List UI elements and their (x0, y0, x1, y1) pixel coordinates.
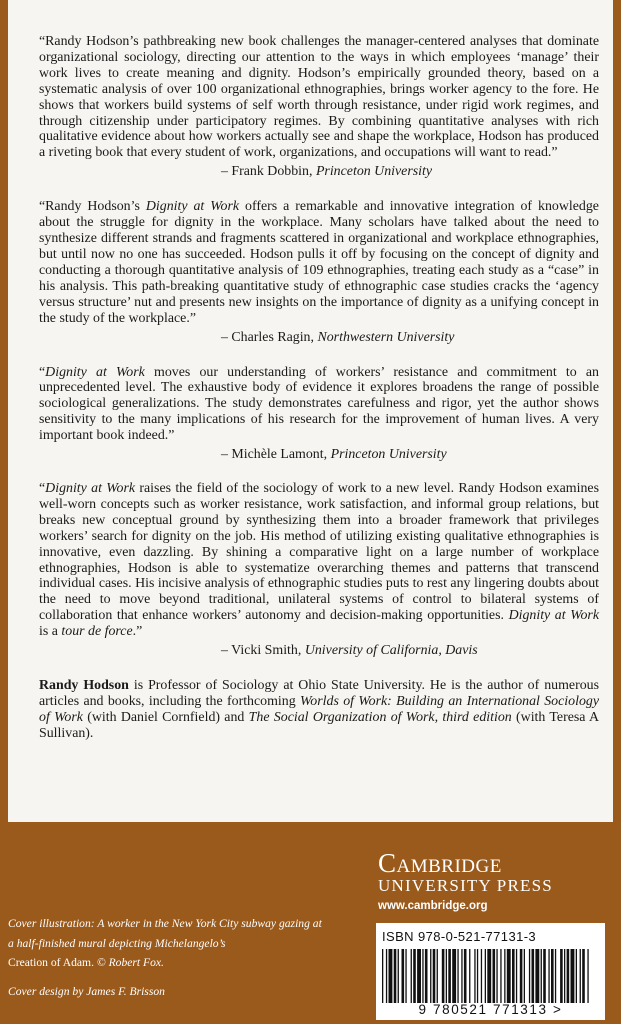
barcode-bar (580, 949, 581, 1003)
author-bio (39, 678, 603, 742)
barcode-bar (474, 949, 475, 1003)
blurb-text: “Dignity at Work raises the field of the sociology of work to a new level. Randy Hodson examines well-worn concepts such as worker resistance, work satisfaction, and informal group relations, but breaks new conceptual ground by synthesizing them into a broader framework that privileges workers’ search for dignity on the job. His method of utilizing existing qualitative ethnographies is innovative, even dazzling. By shining a comparative light on a large number of workplace ethnographies, Hodson is able to systematize overarching themes and patterns that transcend individual cases. His incisive analysis of ethnographic studies puts to rest any lingering doubts about the need to move beyond traditional, unilateral systems of control to bilateral systems of collaboration that enhance workers’ autonomy and decision-making opportunities. Dignity at Work is a tour de force.” (39, 481, 600, 640)
isbn-label: ISBN 978-0-521-77131-3 (382, 929, 537, 944)
barcode-bar (446, 949, 447, 1003)
barcode-bar (496, 949, 497, 1003)
barcode-bar (413, 949, 416, 1003)
author-bio-text: is Professor of Sociology at Ohio State University. He is the author of numerous articles and books, including the forthcoming Worlds of Work: Building an International Sociology of Work (with Daniel Cornfield) and The Social Organization of Work, third edition (with Teresa A Sullivan). (39, 678, 600, 741)
barcode-bar (582, 949, 585, 1003)
barcode-bar (417, 949, 421, 1003)
isbn-barcode (376, 923, 605, 1020)
blurb-attribution: – Frank Dobbin, Princeton University (221, 164, 433, 180)
barcode-bar (386, 949, 387, 1003)
barcode-bar (464, 949, 467, 1003)
barcode-bar (576, 949, 577, 1003)
publisher-url: www.cambridge.org (378, 900, 488, 912)
cover-design-credit: Cover design by James F. Brisson (8, 985, 165, 998)
barcode-bar (457, 949, 458, 1003)
barcode-bar (564, 949, 565, 1003)
barcode-bar (461, 949, 462, 1003)
barcode-bar (507, 949, 511, 1003)
barcode-bar (493, 949, 496, 1003)
cover-illustration-credit: Cover illustration: A worker in the New York City subway gazing at a half-finished mural depicting Michelangelo’s Creation of Adam. © Robert Fox. (8, 917, 322, 969)
barcode-bar (448, 949, 451, 1003)
barcode-bar (411, 949, 412, 1003)
barcode-bar (543, 949, 546, 1003)
blurb-text: “Randy Hodson’s Dignity at Work offers a remarkable and innovative integration of knowledge about the struggle for dignity in the workplace. Many scholars have talked about the need to synthesize different strands and fragments scattered in organizational and workplace ethnographies, but until now no one has succeeded. Hodson pulls it off by focusing on the concept of dignity and conducting a thorough quantitative analysis of 109 ethnographies, treating each study as a “case” in his analysis. This path-breaking quantitative study of ethnographic case studies cracks the ‘agency versus structure’ nut and presents new insights on the importance of dignity as a unifying concept in the study of the workplace.” (39, 199, 599, 326)
barcode-graphic (382, 949, 599, 1003)
barcode-bar (567, 949, 570, 1003)
barcode-bar (524, 949, 525, 1003)
barcode-bar (477, 949, 478, 1003)
barcode-bar (442, 949, 445, 1003)
barcode-bar (548, 949, 549, 1003)
barcode-bar (532, 949, 535, 1003)
barcode-number: 9 780521 771313 > (418, 1002, 563, 1017)
blurb-attribution: – Michèle Lamont, Princeton University (221, 447, 447, 463)
barcode-bar (394, 949, 397, 1003)
barcode-bar (500, 949, 501, 1003)
barcode-bar (555, 949, 556, 1003)
blurb-1 (39, 34, 603, 180)
publisher-press: UNIVERSITY PRESS (378, 876, 553, 895)
barcode-bar (571, 949, 575, 1003)
blurb-attribution: – Vicki Smith, University of California, Davis (221, 643, 478, 659)
barcode-bar (529, 949, 530, 1003)
back-cover-text-panel (8, 0, 613, 822)
blurb-4 (39, 481, 603, 659)
barcode-bar (452, 949, 456, 1003)
author-name: Randy Hodson (39, 678, 129, 694)
barcode-bar (541, 949, 542, 1003)
blurb-text: “Dignity at Work moves our understanding of workers’ resistance and commitment to an unprecedented level. The exhaustive body of evidence it explores broadens the range of possible sociological generalizations. The study demonstrates carefulness and rigor, yet the author shows sensitivity to the many implications of his research for the improvement of human lives. A very important book indeed.” (39, 364, 599, 444)
barcode-bar (430, 949, 431, 1003)
barcode-bar (481, 949, 482, 1003)
barcode-bar (560, 949, 563, 1003)
barcode-bar (389, 949, 393, 1003)
blurb-text: “Randy Hodson’s pathbreaking new book challenges the manager-centered analyses that dominate organizational sociology, directing our attention to the ways in which employees ‘manage’ their work lives to create meaning and dignity. Hodson’s empirically grounded theory, based on a systematic analysis of over 100 organizational ethnographies, brings worker agency to the fore. He shows that workers build systems of self worth through resistance, under rigid work regimes, and through citizenship under participatory regimes. By combining quantitative analyses with rich qualitative evidence about how workers actually see and shape the workplace, Hodson has produced a riveting book that every student of work, organizations, and occupations will want to read.” (39, 34, 599, 161)
barcode-bar (587, 949, 588, 1003)
barcode-bar (402, 949, 405, 1003)
barcode-bar (382, 949, 383, 1003)
barcode-bar (516, 949, 517, 1003)
blurb-attribution: – Charles Ragin, Northwestern University (221, 329, 455, 345)
barcode-bar (504, 949, 505, 1003)
barcode-bar (485, 949, 486, 1003)
barcode-bar (437, 949, 438, 1003)
barcode-bar (520, 949, 523, 1003)
barcode-bar (535, 949, 539, 1003)
blurb-3 (39, 365, 603, 464)
barcode-bar (487, 949, 491, 1003)
barcode-bar (422, 949, 423, 1003)
barcode-bar (433, 949, 436, 1003)
blurb-2 (39, 199, 603, 345)
barcode-bar (425, 949, 428, 1003)
publisher-name: Cambridge (378, 848, 502, 878)
barcode-bar (512, 949, 515, 1003)
publisher-logo (378, 849, 598, 912)
barcode-bar (405, 949, 406, 1003)
barcode-bar (469, 949, 470, 1003)
barcode-bar (551, 949, 554, 1003)
barcode-bar (398, 949, 399, 1003)
